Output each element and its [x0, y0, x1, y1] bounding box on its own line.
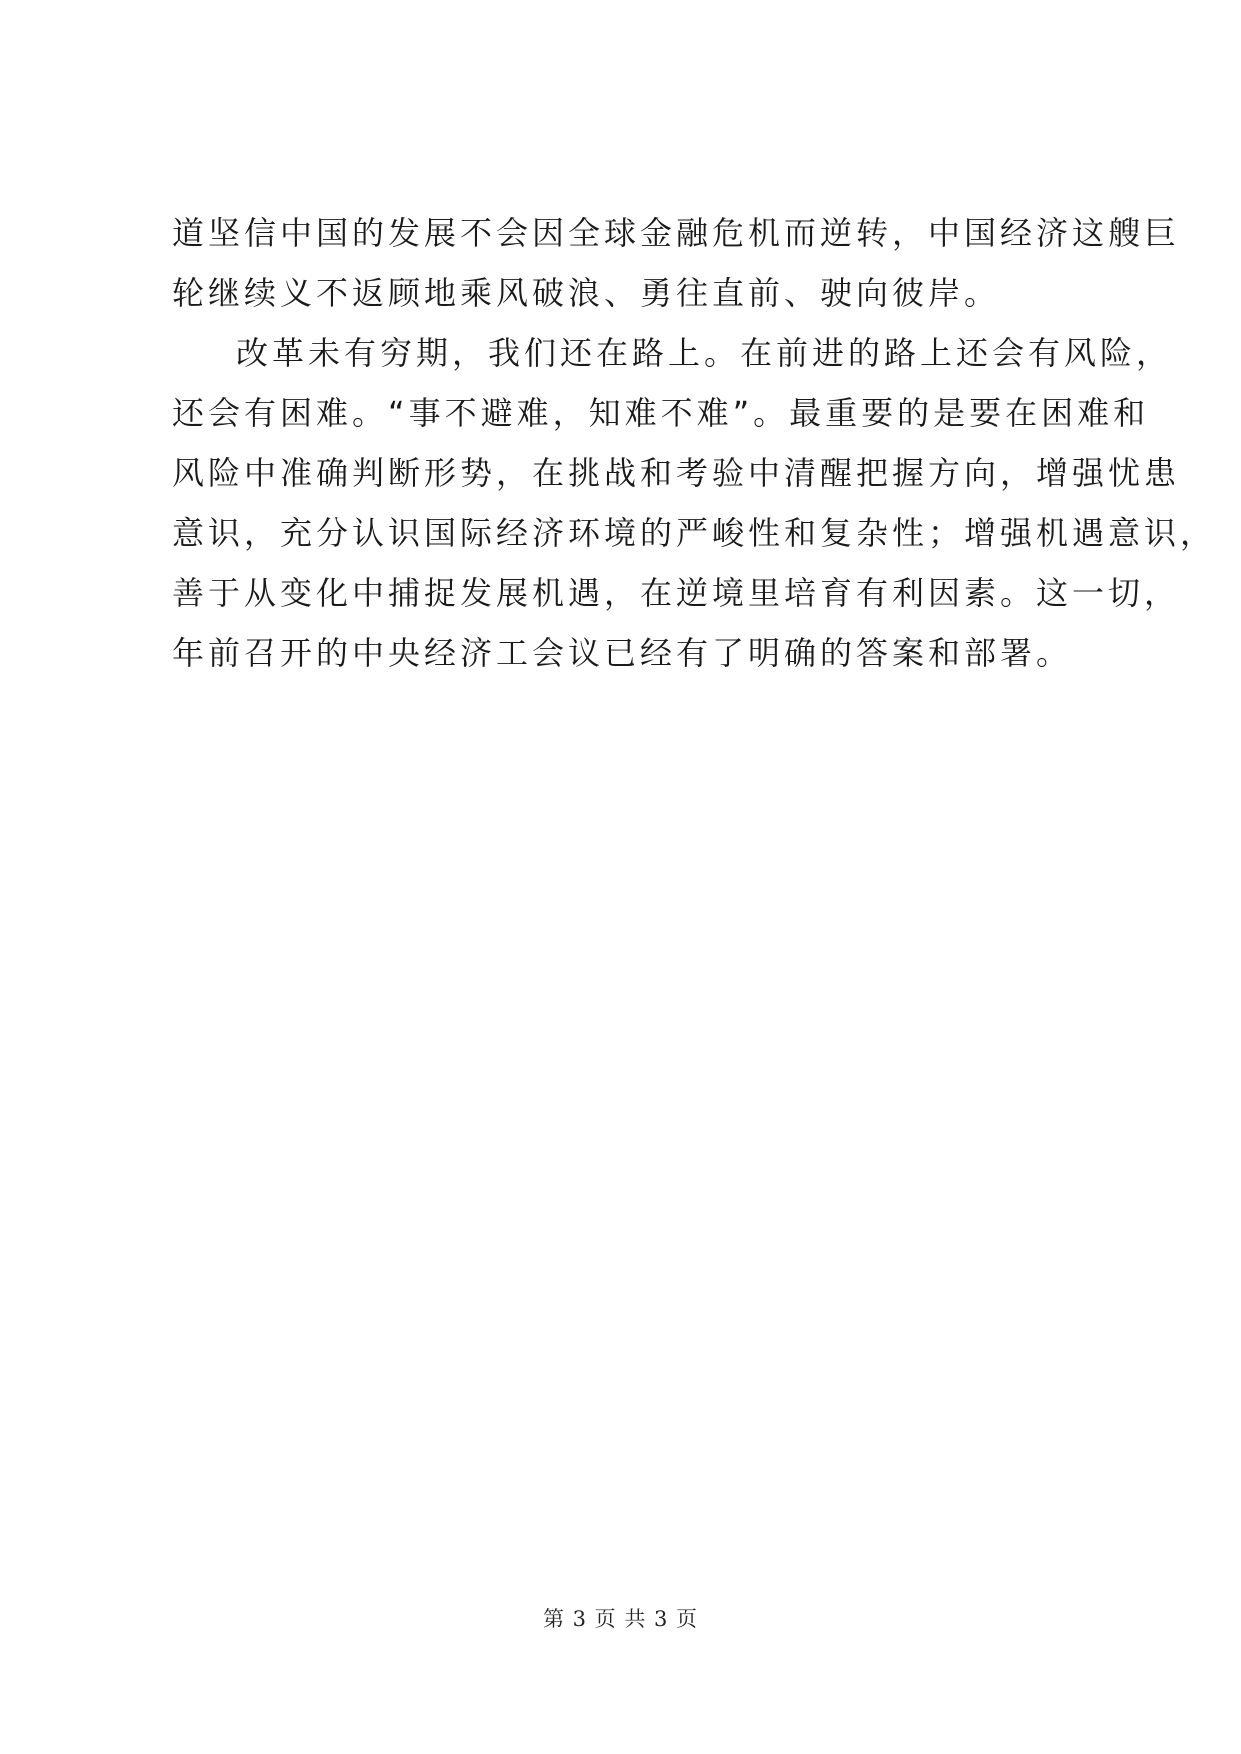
body-text: [172, 203, 1217, 683]
paragraph-1: [172, 203, 1181, 323]
text-line: 善于从变化中捕捉发展机遇，在逆境里培育有利因素。这一切，: [172, 574, 1181, 612]
page-footer: 第 3 页 共 3 页: [542, 1607, 699, 1631]
text-line: 改革未有穷期，我们还在路上。在前进的路上还会有风险，: [236, 334, 1173, 372]
text-line: 意识，充分认识国际经济环境的严峻性和复杂性；增强机遇意识，: [172, 514, 1217, 552]
text-line: 年前召开的中央经济工会议已经有了明确的答案和部署。: [172, 634, 1073, 672]
text-line: 轮继续义不返顾地乘风破浪、勇往直前、驶向彼岸。: [172, 274, 1001, 312]
text-line: 还会有困难。“事不避难，知难不难”。最重要的是要在困难和: [172, 394, 1150, 432]
paragraph-2: [172, 323, 1217, 683]
text-line: 风险中准确判断形势，在挑战和考验中清醒把握方向，增强忧患: [172, 454, 1181, 492]
text-line: 道坚信中国的发展不会因全球金融危机而逆转，中国经济这艘巨: [172, 214, 1181, 252]
